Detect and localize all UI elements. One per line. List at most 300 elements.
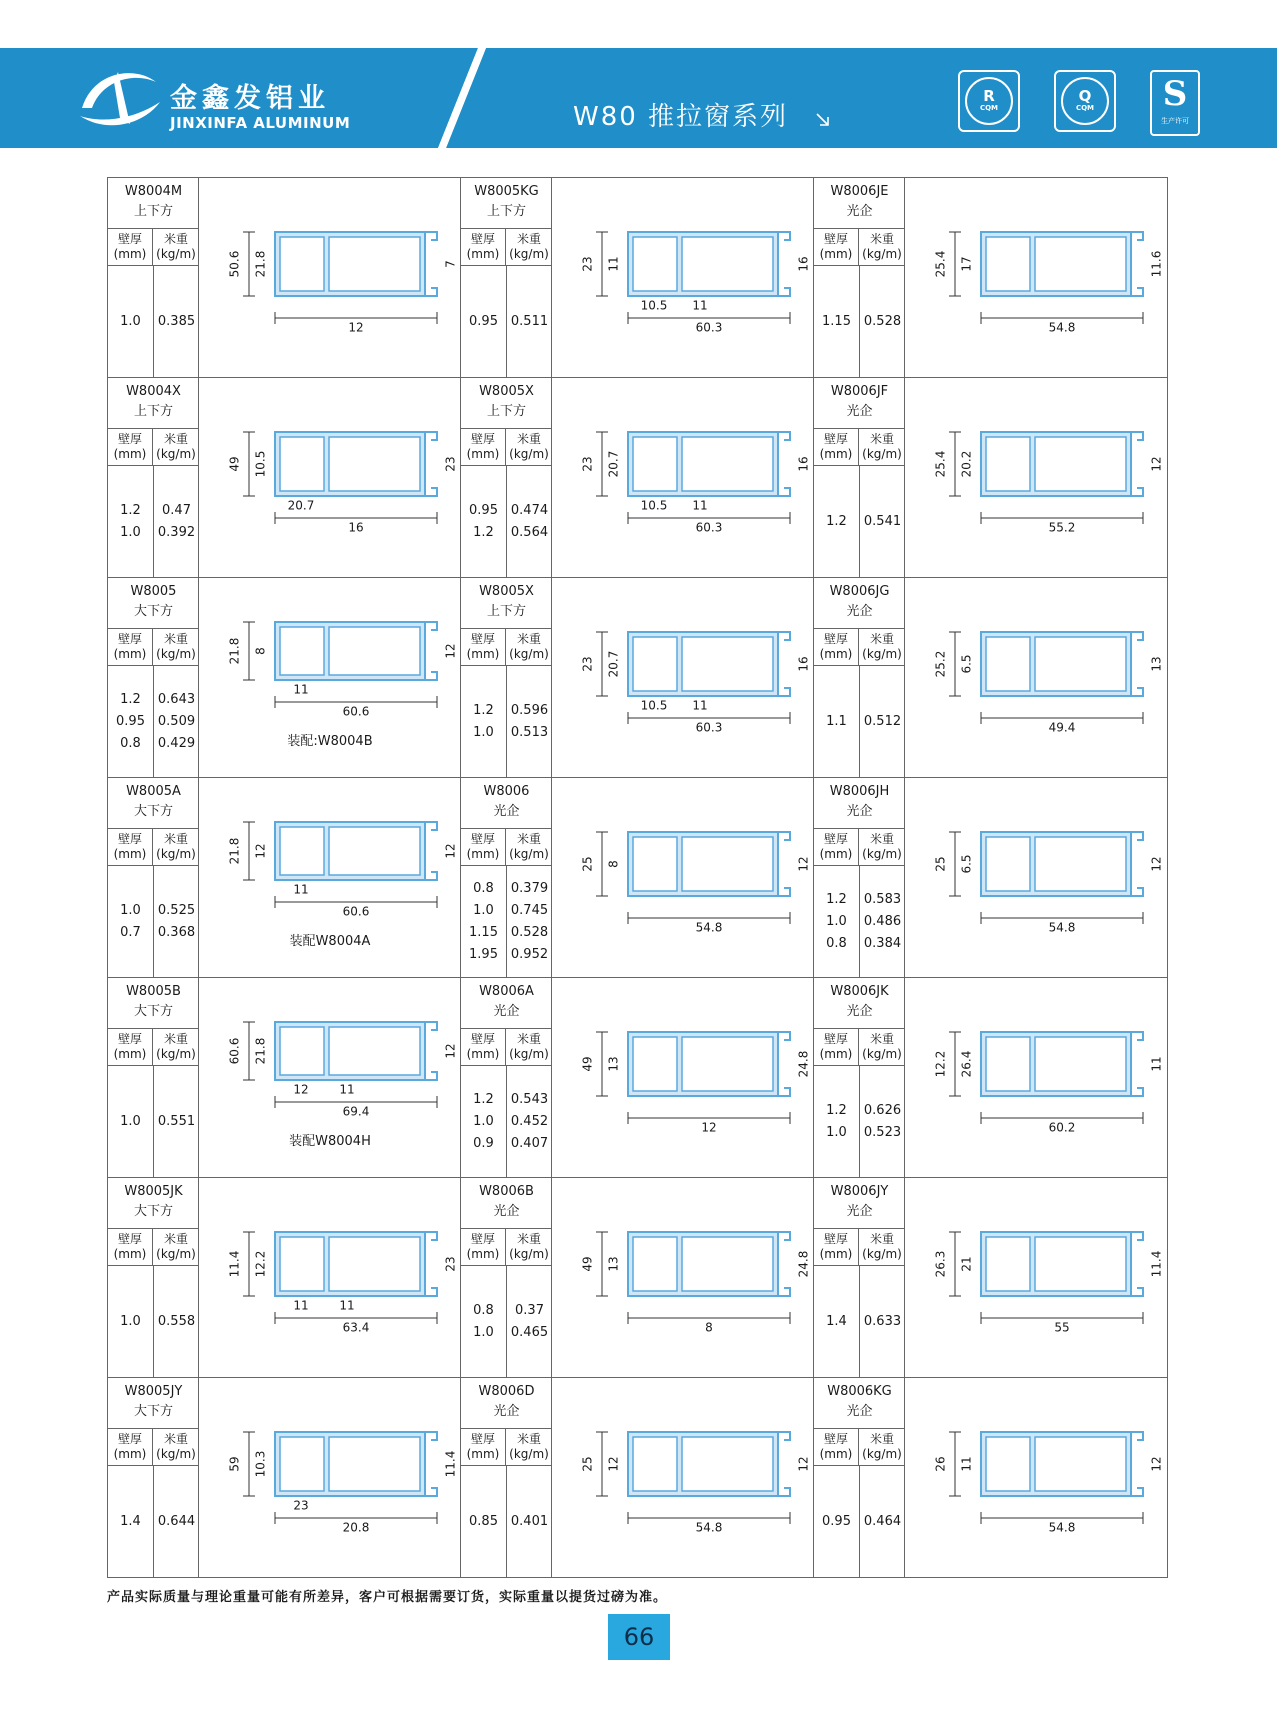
thickness-header: 壁厚 (mm) [461,1029,506,1065]
profile-spec [461,1178,552,1377]
weight-values [507,1466,552,1577]
weight-value: 0.644 [157,1513,196,1529]
profile-code: W8005B [126,984,181,999]
profile-card [461,378,814,578]
weight-values [860,1466,905,1577]
dimension-label: 11 [692,698,708,713]
dimension-label: 23 [443,456,458,472]
dimension-label: 63.4 [342,1320,370,1335]
profile-spec [814,178,905,377]
spec-header [461,1028,552,1066]
thickness-header: 壁厚 (mm) [814,629,859,665]
thickness-values [461,1266,506,1377]
dimension-label: 10.5 [640,498,668,513]
profile-code: W8006KG [827,1384,892,1399]
footer-note: 产品实际质量与理论重量可能有所差异，客户可根据需要订货，实际重量以提货过磅为准。 [107,1590,668,1605]
profile-card [108,978,461,1178]
weight-values [154,866,199,977]
profile-type: 上下方 [133,404,173,419]
dimension-label: 21.8 [253,1037,268,1065]
dimension-label: 13 [606,1056,621,1072]
thickness-value: 0.95 [822,1513,851,1529]
dimension-label: 12 [443,643,458,659]
weight-value: 0.558 [157,1313,196,1329]
dimension-label: 12 [701,1120,717,1135]
profile-spec [814,978,905,1177]
thickness-values [108,466,153,577]
profile-card [108,1178,461,1378]
weight-value: 0.401 [510,1513,549,1529]
weight-values [860,866,905,977]
dimension-label: 60.3 [695,720,723,735]
profile-spec [814,378,905,577]
profile-spec [108,1178,199,1377]
dimension-label: 54.8 [1048,920,1076,935]
weight-header: 米重 (kg/m) [156,832,196,861]
profile-code: W8004M [124,184,183,199]
weight-values [154,266,199,377]
spec-header [108,428,199,466]
thickness-value: 1.0 [120,1313,141,1329]
dimension-label: 8 [705,1320,713,1335]
profile-section-drawing [553,578,813,777]
dimension-label: 20.2 [959,450,974,478]
weight-values [154,1466,199,1577]
profile-type: 大下方 [133,604,173,619]
profile-card [461,1378,814,1578]
dimension-label: 60.6 [342,704,370,719]
profile-card [814,178,1167,378]
profile-code: W8005 [130,584,177,599]
thickness-header: 壁厚 (mm) [814,429,859,465]
weight-value: 0.551 [157,1113,196,1129]
thickness-values [814,1066,859,1177]
thickness-header: 壁厚 (mm) [461,1429,506,1465]
profile-card [814,578,1167,778]
profile-section-drawing [200,1178,460,1377]
cert-r-icon: R CQM [958,70,1020,132]
dimension-label: 12 [348,320,364,335]
dimension-label: 12 [443,843,458,859]
profile-type: 光企 [846,804,873,819]
spec-header [814,628,905,666]
dimension-label: 25 [580,856,595,872]
dimension-label: 26 [933,1456,948,1472]
profile-drawing [553,378,813,577]
weight-value: 0.952 [510,946,549,962]
weight-value: 0.626 [863,1102,902,1118]
thickness-value: 1.2 [826,513,847,529]
dimension-label: 11 [692,498,708,513]
thickness-values [814,866,859,977]
profile-type: 光企 [846,604,873,619]
dimension-label: 26.3 [933,1250,948,1278]
dimension-label: 24.8 [796,1050,811,1078]
weight-header: 米重 (kg/m) [156,632,196,661]
dimension-label: 12 [606,1456,621,1472]
profile-code: W8005X [479,584,534,599]
weight-value: 0.633 [863,1313,902,1329]
profile-spec [814,1178,905,1377]
dimension-label: 12.2 [253,1250,268,1278]
weight-value: 0.452 [510,1113,549,1129]
dimension-label: 60.3 [695,320,723,335]
spec-header [461,228,552,266]
dimension-label: 11.4 [227,1250,242,1278]
profile-spec [814,1378,905,1577]
weight-value: 0.392 [157,524,196,540]
profile-section-drawing [906,178,1166,377]
dimension-label: 6.5 [959,654,974,674]
spec-header [461,1228,552,1266]
profile-section-drawing [200,178,460,377]
weight-header: 米重 (kg/m) [862,232,902,261]
weight-header: 米重 (kg/m) [156,1032,196,1061]
profile-section-drawing [906,778,1166,977]
weight-value: 0.385 [157,313,196,329]
thickness-value: 1.2 [473,1091,494,1107]
dimension-label: 21.8 [227,837,242,865]
thickness-header: 壁厚 (mm) [108,429,153,465]
spec-header [461,428,552,466]
weight-values [507,1266,552,1377]
weight-value: 0.541 [863,513,902,529]
weight-value: 0.407 [510,1135,549,1151]
thickness-header: 壁厚 (mm) [814,1429,859,1465]
thickness-values [814,1266,859,1377]
thickness-value: 1.0 [120,1113,141,1129]
dimension-label: 24.8 [796,1250,811,1278]
profile-code: W8006D [478,1384,535,1399]
weight-value: 0.528 [863,313,902,329]
thickness-value: 0.95 [469,313,498,329]
arrow-down-right-icon [815,112,831,128]
spec-header [814,1228,905,1266]
profile-code: W8006JY [830,1184,889,1199]
profile-drawing [906,378,1166,577]
dimension-label: 16 [348,520,364,535]
dimension-label: 6.5 [959,854,974,874]
thickness-values [814,466,859,577]
weight-header: 米重 (kg/m) [509,232,549,261]
dimension-label: 13 [1149,656,1164,672]
dimension-label: 25 [580,1456,595,1472]
weight-header: 米重 (kg/m) [509,632,549,661]
dimension-label: 11.4 [1149,1250,1164,1278]
thickness-header: 壁厚 (mm) [108,1229,153,1265]
spec-header [108,828,199,866]
thickness-value: 0.8 [120,735,141,751]
dimension-label: 59 [227,1456,242,1472]
assembly-note: 装配:W8004B [287,734,373,749]
dimension-label: 55 [1054,1320,1070,1335]
dimension-label: 25.4 [933,450,948,478]
profile-card [108,378,461,578]
dimension-label: 8 [606,860,621,868]
profile-code: W8005X [479,384,534,399]
dimension-label: 20.7 [606,450,621,478]
weight-values [507,866,552,977]
dimension-label: 11 [293,1298,309,1313]
thickness-header: 壁厚 (mm) [108,1429,153,1465]
dimension-label: 10.5 [253,450,268,478]
profile-code: W8005JK [124,1184,183,1199]
thickness-value: 0.8 [473,1302,494,1318]
profile-spec [108,978,199,1177]
thickness-header: 壁厚 (mm) [461,429,506,465]
profile-section-drawing [200,1378,460,1577]
profile-spec [108,378,199,577]
thickness-header: 壁厚 (mm) [814,229,859,265]
dimension-label: 11 [339,1298,355,1313]
thickness-value: 1.0 [826,913,847,929]
spec-header [461,628,552,666]
profile-drawing [553,978,813,1177]
profile-spec [814,778,905,977]
thickness-values [461,866,506,977]
thickness-value: 1.4 [826,1313,847,1329]
thickness-value: 1.2 [120,691,141,707]
thickness-values [461,1066,506,1177]
profile-drawing [553,178,813,377]
weight-value: 0.465 [510,1324,549,1340]
profile-card [814,1178,1167,1378]
spec-header [461,828,552,866]
profile-drawing [906,1178,1166,1377]
profile-code: W8006B [479,1184,534,1199]
profile-table [107,177,1168,1578]
weight-values [154,1266,199,1377]
profile-card [814,1378,1167,1578]
weight-value: 0.745 [510,902,549,918]
thickness-value: 0.8 [473,880,494,896]
spec-header [814,828,905,866]
spec-header [108,1228,199,1266]
thickness-header: 壁厚 (mm) [108,1029,153,1065]
profile-section-drawing [553,378,813,577]
weight-values [860,466,905,577]
profile-drawing [906,1378,1166,1577]
spec-header [108,228,199,266]
profile-section-drawing [906,978,1166,1177]
dimension-label: 25 [933,856,948,872]
profile-card [461,1178,814,1378]
profile-card [814,778,1167,978]
dimension-label: 16 [796,256,811,272]
weight-value: 0.596 [510,702,549,718]
thickness-values [461,1466,506,1577]
profile-card [108,1378,461,1578]
profile-type: 上下方 [486,604,526,619]
spec-header [814,228,905,266]
dimension-label: 54.8 [695,1520,723,1535]
thickness-header: 壁厚 (mm) [814,1029,859,1065]
spec-header [108,1028,199,1066]
dimension-label: 16 [796,656,811,672]
profile-drawing [906,978,1166,1177]
weight-header: 米重 (kg/m) [862,1232,902,1261]
thickness-value: 1.15 [822,313,851,329]
weight-value: 0.523 [863,1124,902,1140]
thickness-value: 1.2 [826,891,847,907]
thickness-values [814,266,859,377]
thickness-header: 壁厚 (mm) [814,1229,859,1265]
profile-spec [461,978,552,1177]
thickness-value: 1.2 [120,502,141,518]
brand-logo-icon [74,62,164,136]
profile-type: 上下方 [486,404,526,419]
weight-header: 米重 (kg/m) [156,232,196,261]
weight-value: 0.429 [157,735,196,751]
weight-values [507,466,552,577]
dimension-label: 17 [959,256,974,272]
dimension-label: 12 [1149,856,1164,872]
weight-values [154,466,199,577]
weight-value: 0.525 [157,902,196,918]
profile-type: 光企 [493,804,520,819]
thickness-values [108,666,153,777]
dimension-label: 11 [606,256,621,272]
weight-value: 0.37 [515,1302,544,1318]
profile-spec [461,1378,552,1577]
weight-header: 米重 (kg/m) [156,432,196,461]
thickness-value: 1.0 [473,724,494,740]
profile-spec [108,178,199,377]
profile-drawing [553,1378,813,1577]
weight-value: 0.464 [863,1513,902,1529]
profile-section-drawing [200,378,460,577]
profile-type: 光企 [493,1404,520,1419]
thickness-header: 壁厚 (mm) [461,629,506,665]
profile-card [461,578,814,778]
weight-values [860,666,905,777]
profile-section-drawing [906,1178,1166,1377]
profile-drawing [200,578,460,777]
thickness-header: 壁厚 (mm) [461,829,506,865]
profile-spec [108,578,199,777]
dimension-label: 20.7 [287,498,315,513]
weight-value: 0.528 [510,924,549,940]
dimension-label: 23 [580,256,595,272]
thickness-value: 1.0 [826,1124,847,1140]
dimension-label: 60.3 [695,520,723,535]
profile-code: W8006A [479,984,534,999]
weight-header: 米重 (kg/m) [509,1432,549,1461]
dimension-label: 12 [796,1456,811,1472]
thickness-values [108,1266,153,1377]
profile-code: W8005JY [124,1384,183,1399]
dimension-label: 12.2 [933,1050,948,1078]
profile-spec [108,1378,199,1577]
weight-header: 米重 (kg/m) [509,432,549,461]
thickness-values [461,466,506,577]
thickness-value: 0.95 [116,713,145,729]
weight-values [154,1066,199,1177]
profile-type: 大下方 [133,1404,173,1419]
thickness-value: 0.85 [469,1513,498,1529]
profile-card [814,378,1167,578]
thickness-values [108,866,153,977]
weight-header: 米重 (kg/m) [509,1032,549,1061]
dimension-label: 25.2 [933,650,948,678]
profile-code: W8005A [126,784,181,799]
dimension-label: 26.4 [959,1050,974,1078]
profile-code: W8005KG [474,184,539,199]
thickness-values [814,1466,859,1577]
thickness-values [108,266,153,377]
weight-header: 米重 (kg/m) [862,632,902,661]
dimension-label: 11.6 [1149,250,1164,278]
profile-type: 大下方 [133,804,173,819]
weight-values [860,266,905,377]
weight-header: 米重 (kg/m) [509,832,549,861]
thickness-header: 壁厚 (mm) [108,229,153,265]
weight-value: 0.543 [510,1091,549,1107]
cert-q-icon: Q CQM [1054,70,1116,132]
weight-values [860,1266,905,1377]
profile-card [461,978,814,1178]
thickness-value: 1.0 [473,902,494,918]
weight-value: 0.474 [510,502,549,518]
profile-section-drawing [553,978,813,1177]
dimension-label: 60.6 [227,1037,242,1065]
dimension-label: 60.6 [342,904,370,919]
profile-type: 光企 [846,404,873,419]
spec-header [814,1028,905,1066]
profile-section-drawing [906,578,1166,777]
profile-type: 光企 [846,1204,873,1219]
profile-section-drawing [906,378,1166,577]
page-header [0,48,1277,148]
profile-card [461,778,814,978]
thickness-value: 1.2 [826,1102,847,1118]
profile-drawing [906,578,1166,777]
profile-drawing [200,978,460,1177]
weight-values [154,666,199,777]
thickness-value: 1.95 [469,946,498,962]
thickness-values [461,266,506,377]
dimension-label: 54.8 [695,920,723,935]
dimension-label: 13 [606,1256,621,1272]
brand-name-en: JINXINFA ALUMINUM [170,114,351,132]
thickness-value: 0.8 [826,935,847,951]
thickness-value: 0.7 [120,924,141,940]
profile-spec [814,578,905,777]
profile-drawing [553,778,813,977]
profile-code: W8006JE [830,184,889,199]
profile-spec [461,578,552,777]
profile-drawing [553,578,813,777]
dimension-label: 12 [1149,456,1164,472]
dimension-label: 11 [293,682,309,697]
page-number: 66 [608,1614,670,1660]
profile-code: W8006JF [830,384,889,399]
weight-values [507,266,552,377]
dimension-label: 49 [580,1056,595,1072]
thickness-value: 1.2 [473,524,494,540]
profile-type: 光企 [493,1004,520,1019]
profile-code: W8006JH [829,784,890,799]
weight-value: 0.512 [863,713,902,729]
dimension-label: 12 [796,856,811,872]
thickness-values [814,666,859,777]
profile-type: 光企 [846,204,873,219]
thickness-header: 壁厚 (mm) [108,629,153,665]
thickness-value: 1.4 [120,1513,141,1529]
weight-header: 米重 (kg/m) [156,1232,196,1261]
thickness-header: 壁厚 (mm) [814,829,859,865]
spec-header [108,628,199,666]
